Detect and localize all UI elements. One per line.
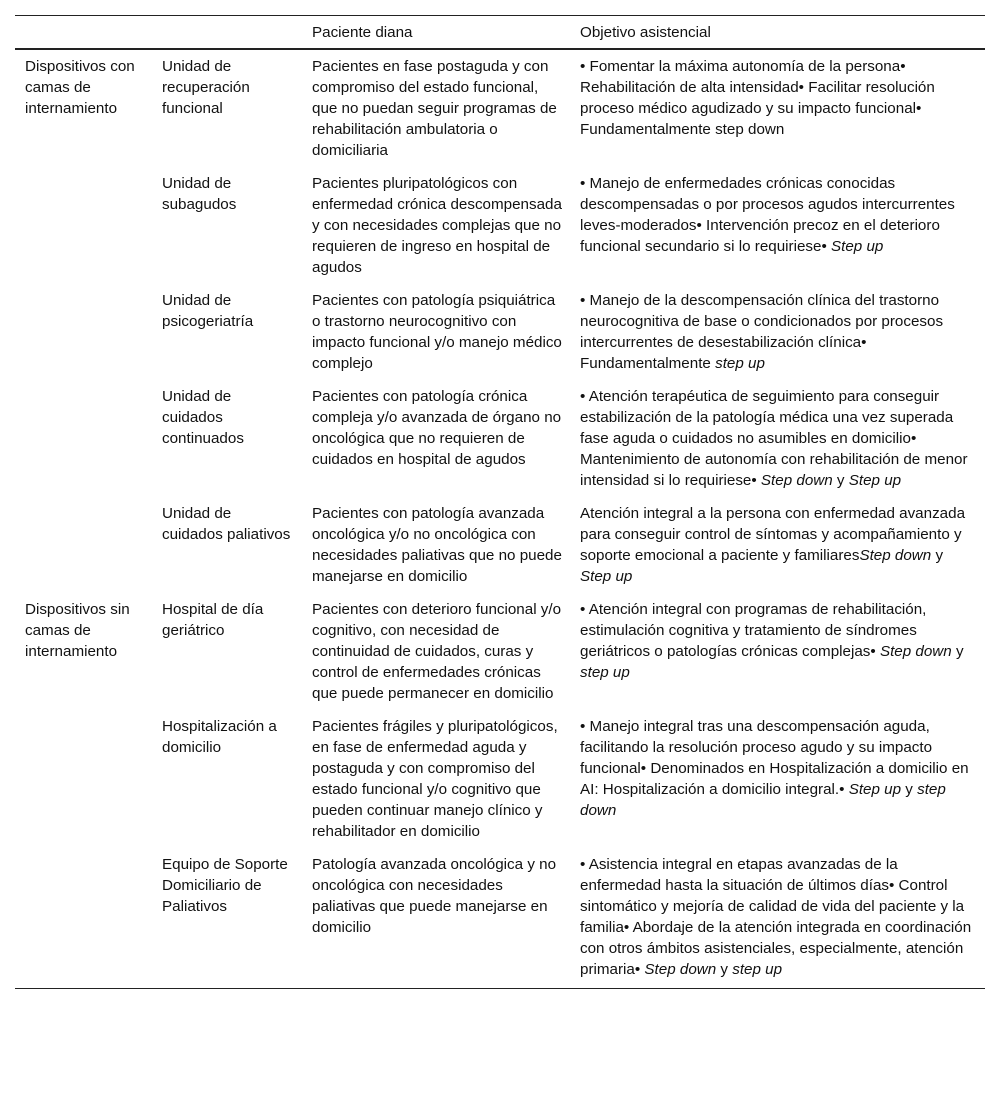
care-objective-italic-segment: Step down [859,547,932,564]
care-objective-segment: • Manejo de la descompensación clínica del trastorno neurocognitiva de base o condicionados por procesos intercurrentes de desestabilización clínica• Fundamentalmente [580,292,944,372]
table-body [15,49,985,989]
target-patient: Pacientes en fase postaguda y con compromiso del estado funcional, que no puedan seguir programas de rehabilitación ambulatoria o domiciliaria [312,58,557,159]
device-group-label: Dispositivos sin camas de internamiento [25,601,130,660]
header-target-patient: Paciente diana [302,16,570,50]
table-row [15,850,985,989]
target-patient: Pacientes frágiles y pluripatológicos, en fase de enfermedad aguda y postaguda y con compromiso del estado funcional y/o cognitivo que pueden continuar manejo clínico y rehabilitador en domicilio [312,718,558,840]
care-objective-segment: • Manejo de enfermedades crónicas conocidas descompensadas o por procesos agudos intercurrentes leves-moderados• Intervención precoz en el deterioro funcional secundario si lo requiriese• [580,175,955,255]
care-objective [570,382,985,499]
target-patient: Pacientes con patología avanzada oncológica y/o no oncológica con necesidades paliativas que no puede manejarse en domicilio [312,505,562,585]
care-objective [570,169,985,286]
table-header [15,16,985,50]
care-objective [570,595,985,712]
device-name: Equipo de Soporte Domiciliario de Paliativos [162,856,288,915]
care-objective-italic-segment: step up [580,664,630,681]
target-patient: Pacientes con deterioro funcional y/o cognitivo, con necesidad de continuidad de cuidados, curas y control de enfermedades crónicas que puede permanecer en domicilio [312,601,562,702]
care-objective-italic-segment: step up [715,355,765,372]
care-objective-italic-segment: Step down [879,643,952,660]
care-objective-italic-segment: step down [580,781,946,819]
care-objective-segment: Atención integral a la persona con enfermedad avanzada para conseguir control de síntomas y acompañamiento y soporte emocional a paciente y familiares [580,505,966,564]
care-objective-segment: • Asistencia integral en etapas avanzadas de la enfermedad hasta la situación de últimos días• Control sintomático y mejoría de calidad de vida del paciente y la familia• Abordaje de la atención integrada en coordinación con otros ámbitos asistenciales, especialmente, atención primaria• [580,856,972,978]
table-row [15,286,985,382]
care-objective-segment: y [951,643,964,660]
care-objective-segment: y [832,472,849,489]
care-objective [570,850,985,989]
care-objective-segment: • Atención integral con programas de rehabilitación, estimulación cognitiva y tratamiento de síndromes geriátricos o patologías crónicas complejas• [580,601,927,660]
target-patient: Pacientes con patología crónica compleja y/o avanzada de órgano no oncológica que no requieren de cuidados en hospital de agudos [312,388,562,468]
device-group-label: Dispositivos con camas de internamiento [25,58,135,117]
table-row [15,595,985,712]
device-name: Hospitalización a domicilio [162,718,277,756]
care-objective-italic-segment: step up [732,961,783,978]
care-objective [570,286,985,382]
table-row [15,499,985,595]
care-objective [570,499,985,595]
care-objective-segment: • Atención terapéutica de seguimiento para conseguir estabilización de la patología médica una vez superada fase aguda o cuidados no asumibles en domicilio• Mantenimiento de autonomía con rehabilitación de menor intensidad si lo requiriese• [580,388,968,489]
care-objective-segment: • Fomentar la máxima autonomía de la persona• Rehabilitación de alta intensidad• Facilitar resolución proceso médico agudizado y su impacto funcional• Fundamentalmente step down [580,58,935,138]
care-objective [570,712,985,850]
target-patient: Pacientes con patología psiquiátrica o trastorno neurocognitivo con impacto funcional y/o manejo médico complejo [312,292,562,372]
care-objective-italic-segment: Step up [848,781,902,798]
table-row [15,712,985,850]
care-objective-italic-segment: Step down [644,961,717,978]
care-objective-italic-segment: Step up [848,472,902,489]
care-objective-segment: y [901,781,918,798]
target-patient: Pacientes pluripatológicos con enfermedad crónica descompensada y con necesidades complejas que no requieren de ingreso en hospital de agudos [312,175,562,276]
care-objective-segment: y [931,547,944,564]
table-row [15,169,985,286]
care-objective-italic-segment: Step down [760,472,833,489]
device-name: Hospital de día geriátrico [162,601,264,639]
device-name: Unidad de cuidados continuados [162,388,244,447]
table-row [15,49,985,169]
care-devices-table [15,15,985,989]
device-name: Unidad de cuidados paliativos [162,505,291,543]
device-name: Unidad de recuperación funcional [162,58,250,117]
header-row [15,16,985,50]
header-empty-1 [15,16,152,50]
care-objective-italic-segment: Step up [831,238,884,255]
device-name: Unidad de psicogeriatría [162,292,254,330]
header-care-objective: Objetivo asistencial [570,16,985,50]
care-objective-italic-segment: Step up [580,568,633,585]
device-name: Unidad de subagudos [162,175,237,213]
care-objective [570,49,985,169]
care-objective-segment: y [716,961,733,978]
care-objective-segment: • Manejo integral tras una descompensación aguda, facilitando la resolución proceso agudo y su impacto funcional• Denominados en Hospitalización a domicilio en AI: Hospitalización a domicilio integral.• [580,718,969,798]
target-patient: Patología avanzada oncológica y no oncológica con necesidades paliativas que puede manejarse en domicilio [312,856,557,936]
table-row [15,382,985,499]
care-devices-table-container [15,15,985,989]
header-empty-2 [152,16,302,50]
